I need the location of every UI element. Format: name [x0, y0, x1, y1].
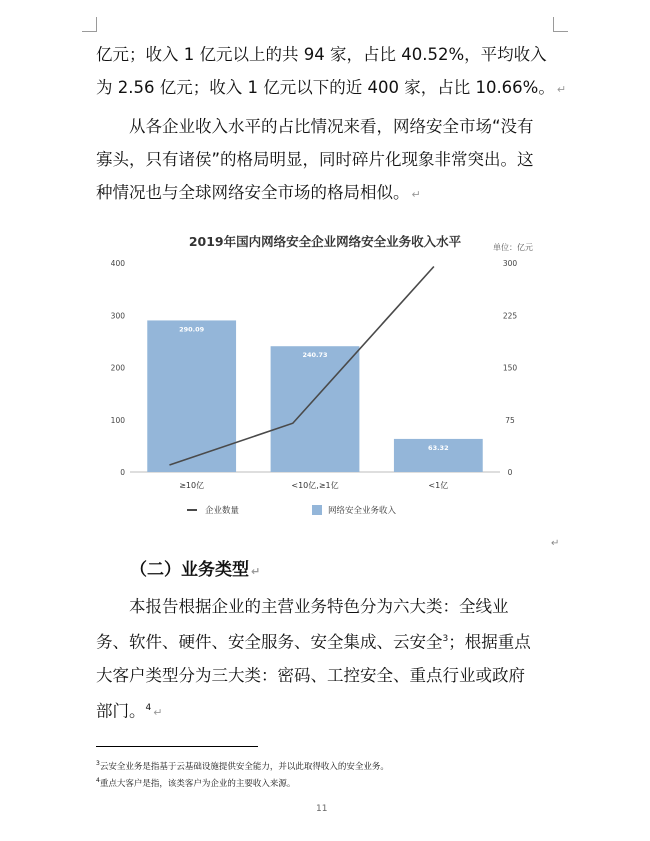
business-line-1: 本报告根据企业的主营业务特色分为六大类：全线业	[129, 597, 509, 616]
analysis-paragraph	[96, 110, 558, 211]
footnote-3-text: 云安全业务是指基于云基础设施提供安全能力，并以此取得收入的安全业务。	[99, 761, 389, 772]
page-number: 11	[316, 804, 328, 814]
business-line-2-text: 务、软件、硬件、安全服务、安全集成、云安全	[96, 632, 443, 652]
business-line-4-text: 部门。	[96, 701, 146, 720]
footnote-3-mark: 3	[96, 760, 100, 767]
analysis-line-1: 从各企业收入水平的占比情况来看，网络安全市场“没有	[129, 117, 534, 136]
footnote-3	[96, 758, 389, 773]
right-axis-tick-label: 75	[505, 415, 515, 425]
right-axis-tick-label: 150	[502, 363, 518, 373]
footnote-ref-3[interactable]: 3	[442, 634, 449, 644]
intro-line-2-text: 为 2.56 亿元；收入 1 亿元以下的近 400 家，占比 10.66%。	[96, 78, 555, 97]
footnote-ref-4[interactable]: 4	[145, 702, 152, 713]
revenue-chart	[105, 228, 545, 528]
legend-bar-swatch	[312, 505, 322, 515]
analysis-line-2: 寡头，只有诸侯”的格局明显，同时碎片化现象非常突出。这	[96, 150, 534, 169]
left-axis-tick-label: 0	[120, 468, 125, 477]
margin-corner-top-right	[553, 17, 568, 32]
bar	[147, 320, 236, 472]
left-axis-tick-label: 300	[110, 311, 125, 321]
footnote-separator	[96, 746, 258, 747]
margin-corner-top-left	[82, 17, 97, 32]
intro-line-2	[96, 71, 567, 106]
bar-data-label: 240.73	[302, 351, 328, 360]
business-line-2	[96, 623, 558, 659]
paragraph-mark-icon: ↵	[251, 565, 261, 578]
footnote-4-text: 重点大客户是指，该类客户为企业的主要收入来源。	[99, 778, 296, 789]
intro-line-1: 亿元；收入 1 亿元以上的共 94 家，占比 40.52%，平均收入	[96, 45, 547, 64]
business-line-4	[96, 692, 558, 730]
chart-unit-label: 单位：亿元	[493, 243, 533, 252]
right-axis-tick-label: 300	[502, 259, 518, 268]
footnote-4	[96, 775, 295, 790]
legend-label-company-count: 企业数量	[205, 506, 240, 516]
section-heading	[130, 556, 260, 586]
x-axis-category-label: <10亿,≥1亿	[291, 481, 339, 490]
x-axis-category-label: ≥10亿	[179, 481, 205, 490]
right-axis-tick-label: 225	[502, 311, 518, 321]
x-axis-category-label: <1亿	[428, 481, 449, 490]
analysis-line-3	[96, 176, 558, 211]
chart-plot-area	[111, 259, 518, 516]
section-heading-text: （二）业务类型	[130, 560, 249, 580]
business-line-3: 大客户类型分为三大类：密码、工控安全、重点行业或政府	[96, 665, 525, 685]
paragraph-mark-icon: ↵	[556, 83, 567, 96]
legend-label-revenue: 网络安全业务收入	[328, 506, 397, 516]
business-paragraph	[96, 590, 558, 729]
intro-paragraph	[96, 38, 567, 106]
paragraph-mark-icon: ↵	[153, 706, 163, 719]
left-axis-tick-label: 100	[110, 415, 125, 425]
footnote-4-mark: 4	[96, 777, 100, 784]
bar-data-label: 290.09	[179, 325, 205, 334]
left-axis-tick-label: 400	[110, 259, 125, 268]
left-axis-tick-label: 200	[110, 363, 125, 373]
chart-title: 2019年国内网络安全企业网络安全业务收入水平	[188, 234, 462, 249]
paragraph-mark-icon: ↵	[551, 538, 560, 549]
right-axis-tick-label: 0	[507, 468, 513, 477]
paragraph-mark-icon: ↵	[411, 188, 421, 201]
business-line-2-after: ；根据重点	[448, 632, 531, 652]
bar-data-label: 63.32	[428, 443, 449, 452]
analysis-line-3-text: 种情况也与全球网络安全市场的格局相似。	[96, 183, 410, 202]
